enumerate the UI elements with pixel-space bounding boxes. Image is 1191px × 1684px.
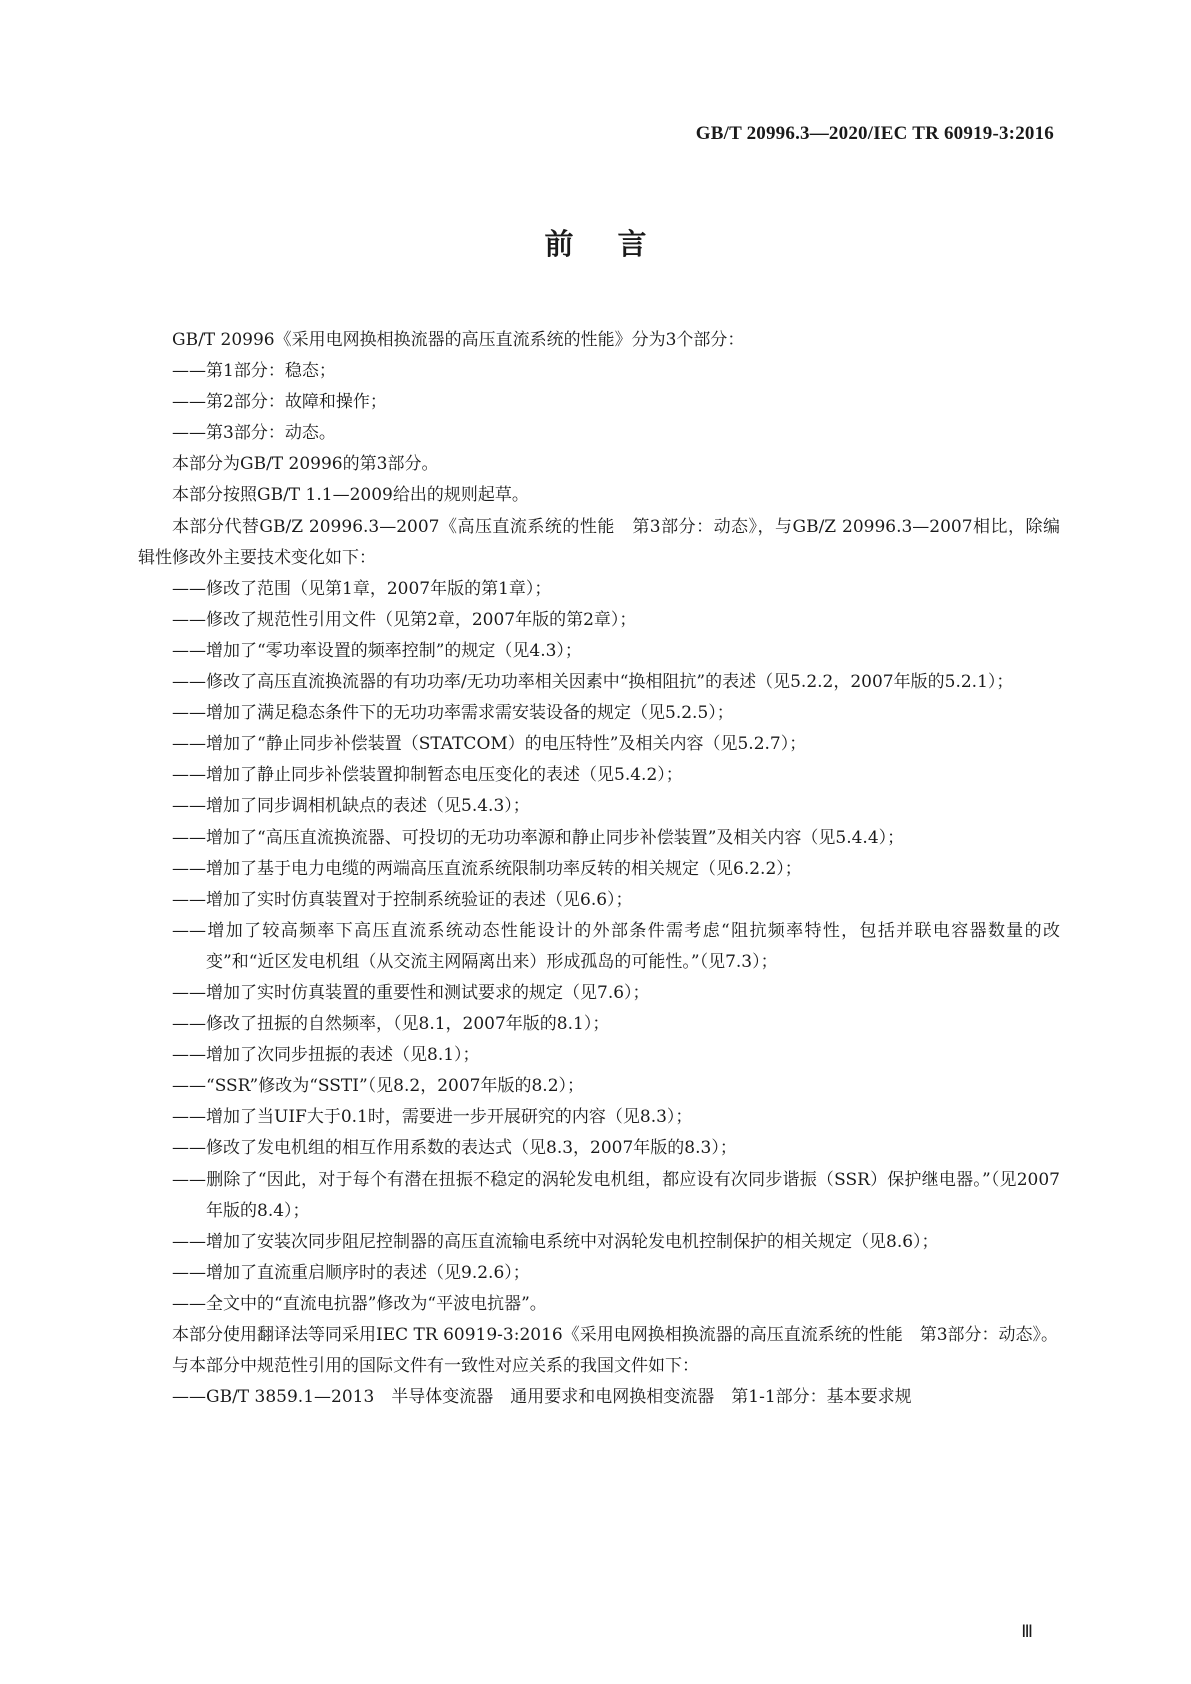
change-item: ——增加了静止同步补偿装置抑制暂态电压变化的表述（见5.4.2）； (172, 765, 683, 786)
change-item: ——修改了规范性引用文件（见第2章，2007年版的第2章）； (172, 609, 637, 630)
correspondence-intro: 与本部分中规范性引用的国际文件有一致性对应关系的我国文件如下： (172, 1356, 699, 1377)
change-item: ——“SSR”修改为“SSTI”（见8.2，2007年版的8.2）； (172, 1076, 585, 1097)
change-item: ——删除了“因此，对于每个有潜在扭振不稳定的涡轮发电机组，都应设有次同步谐振（SSR）保护继电器。”（见2007年版的8.4）； (172, 1169, 1060, 1221)
part-statement: 本部分为GB/T 20996的第3部分。 (172, 454, 439, 475)
standard-code-header: GB/T 20996.3—2020/IEC TR 60919-3:2016 (695, 123, 1054, 144)
translation-statement: 本部分使用翻译法等同采用IEC TR 60919-3:2016《采用电网换相换流器的高压直流系统的性能 第3部分：动态》。 (172, 1325, 1059, 1345)
change-item: ——增加了较高频率下高压直流系统动态性能设计的外部条件需考虑“阻抗频率特性，包括并联电容器数量的改变”和“近区发电机组（从交流主网隔离出来）形成孤岛的可能性。”（见7.3）； (172, 920, 1060, 972)
change-item: ——修改了范围（见第1章，2007年版的第1章）； (172, 578, 552, 599)
change-item: ——修改了高压直流换流器的有功功率/无功功率相关因素中“换相阻抗”的表述（见5.2.2，2007年版的5.2.1）； (172, 672, 1014, 693)
part-item: ——第2部分：故障和操作； (172, 392, 387, 413)
correspondence-item: ——GB/T 3859.1—2013 半导体变流器 通用要求和电网换相变流器 第1-1部分：基本要求规 (172, 1387, 912, 1408)
change-item: ——增加了“零功率设置的频率控制”的规定（见4.3）； (172, 640, 582, 661)
part-item: ——第3部分：动态。 (172, 423, 336, 444)
change-item: ——修改了发电机组的相互作用系数的表达式（见8.3，2007年版的8.3）； (172, 1138, 737, 1159)
change-item: ——增加了基于电力电缆的两端高压直流系统限制功率反转的相关规定（见6.2.2）； (172, 858, 802, 879)
change-item: ——增加了实时仿真装置对于控制系统验证的表述（见6.6）； (172, 889, 633, 910)
intro-paragraph: GB/T 20996《采用电网换相换流器的高压直流系统的性能》分为3个部分： (172, 330, 745, 350)
change-item: ——增加了安装次同步阻尼控制器的高压直流输电系统中对涡轮发电机控制保护的相关规定（见8.6）； (172, 1231, 939, 1252)
drafting-rule-statement: 本部分按照GB/T 1.1—2009给出的规则起草。 (172, 485, 529, 506)
change-item: ——增加了“静止同步补偿装置（STATCOM）的电压特性”及相关内容（见5.2.7）； (172, 734, 807, 755)
part-item: ——第1部分：稳态； (172, 361, 336, 382)
foreword-body (138, 325, 1060, 1413)
change-item: ——增加了直流重启顺序时的表述（见9.2.6）； (172, 1262, 530, 1283)
change-item: ——增加了实时仿真装置的重要性和测试要求的规定（见7.6）； (172, 982, 650, 1003)
change-item: ——增加了“高压直流换流器、可投切的无功功率源和静止同步补偿装置”及相关内容（见5.4.4）； (172, 827, 905, 848)
change-item: ——增加了满足稳态条件下的无功功率需求需安装设备的规定（见5.2.5）； (172, 703, 734, 724)
page-number: Ⅲ (1021, 1622, 1033, 1641)
page-title: 前言 (544, 227, 691, 261)
change-item: ——增加了次同步扭振的表述（见8.1）； (172, 1045, 480, 1066)
change-item: ——修改了扭振的自然频率，（见8.1，2007年版的8.1）； (172, 1014, 610, 1035)
change-item: ——增加了当UIF大于0.1时，需要进一步开展研究的内容（见8.3）； (172, 1107, 693, 1128)
change-item: ——增加了同步调相机缺点的表述（见5.4.3）； (172, 796, 530, 817)
change-item: ——全文中的“直流电抗器”修改为“平波电抗器”。 (172, 1293, 547, 1314)
replacement-statement: 本部分代替GB/Z 20996.3—2007《高压直流系统的性能 第3部分：动态》，与GB/Z 20996.3—2007相比，除编辑性修改外主要技术变化如下： (138, 516, 1060, 568)
